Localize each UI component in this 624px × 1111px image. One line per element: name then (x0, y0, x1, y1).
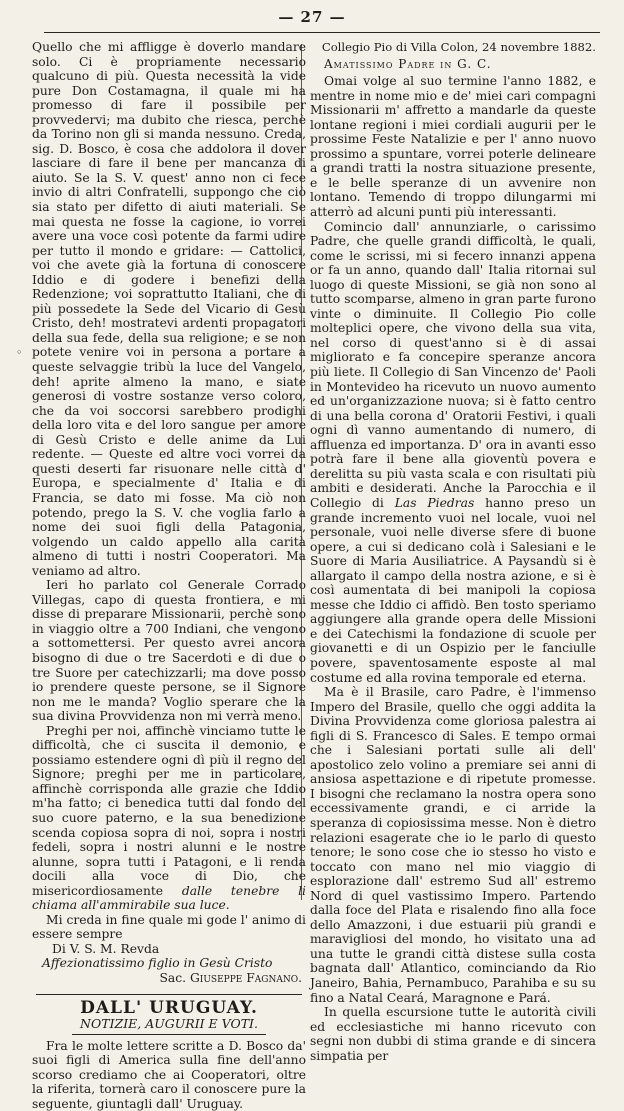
right-paragraph-4: In quella escursione tutte le autorità civili ed ecclesiastiche mi hanno ricevuto con segni non dubbi di stima grande e di sincera simpatia per (310, 1005, 596, 1063)
subtitle-rule (72, 1034, 266, 1035)
signoff: Di V. S. M. Revda (52, 941, 160, 956)
letter-closing: Mi creda in fine quale mi gode l' animo di essere sempre (32, 912, 306, 942)
dateline: Collegio Pio di Villa Colon, 24 novembre 1882. (321, 40, 596, 54)
letter-paragraph-1: Quello che mi affligge è doverlo mandare solo. Ci è propriamente necessario qualcuno di più. Questa necessità la vide pure Don Costamagna, il quale mi ha promesso di fare il possibile per provvedervi; ma dubito che riesca, perchè da Torino non gli si manda nessuno. Creda, sig. D. Bosco, è cosa che addolora il dover lasciare di fare il bene per mancanza di aiuto. Se la S. V. quest' anno non ci fece invio di altri Confratelli, suppongo che ciò sia stato per difetto di aiuti materiali. Se mai questa ne fosse la cagione, io vorrei avere una voce così potente da farmi udire per tutto il mondo e gridare: — Cattolici, voi che avete già la fortuna di conoscere Iddio e di godere i benefizi della Redenzione; voi soprattutto Italiani, che di più possedete la Sede del Vicario di Gesù Cristo, deh! mostratevi ardenti propagatori della sua fede, della sua religione; e se non potete venire voi in persona a portare a queste selvaggie tribù la luce del Vangelo, deh! aprite almeno la mano, e siate generosi di vostre sostanze verso coloro, che da voi soccorsi sarebbero prodighi della loro vita e del loro sangue per amore di Gesù Cristo e delle anime da Lui redente. — Queste ed altre voci vorrei da questi deserti far risuonare nelle città d' Europa, e specialmente d' Italia e di Francia, se dato mi fosse. Ma ciò non potendo, prego la S. V. che voglia farlo a nome dei suoi figli della Patagonia, volgendo un caldo appello alla carità almeno di tutti i nostri Cooperatori. Ma veniamo ad altro. (32, 40, 306, 578)
place-name: Las Piedras (394, 495, 475, 510)
signature-author: Giuseppe Fagnano. (189, 971, 302, 985)
right-column (310, 40, 596, 1063)
page-number: — 27 — (278, 8, 346, 26)
margin-mark: ◦ (16, 346, 23, 359)
letter-paragraph-3 (32, 724, 306, 913)
signature-prefix: Sac. (159, 971, 187, 985)
section-title: DALL' URUGUAY. (80, 997, 258, 1018)
section-rule (36, 994, 302, 995)
signature-line: Affezionatissimo figlio in Gesù Cristo (42, 956, 273, 971)
right-paragraph-2 (310, 220, 596, 686)
closing-italic: dalle tenebre li chiama all'ammirabile sua luce. (32, 883, 306, 913)
letter-paragraph-2: Ieri ho parlato col Generale Corrado Villegas, capo di questa frontiera, e mi disse di preparare Missionarii, perchè sono in viaggio oltre a 700 Indiani, che vengono a sottomettersi. Per questo avrei ancora bisogno di due o tre Sacerdoti e di due o tre Suore per catechizzarli; ma dove posso io prendere queste persone, se il Signore non me le manda? Voglio sperare che la sua divina Provvidenza non mi verrà meno. (32, 578, 306, 724)
left-column (32, 40, 306, 1111)
signature-name (32, 971, 306, 986)
paragraph-2-end: hanno preso un grande incremento vuoi nel locale, vuoi nel personale, vuoi nelle diverse sfere di buone opere, a cui si dedicano colà i Salesiani e le Suore di Maria Ausiliatrice. A Paysandù si è allargato il campo della nostra azione, e si è così aumentata di bei manipoli la copiosa messe che Iddio ci affidò. Ben tosto speriamo aggiungere alla grande opera delle Missioni e dei Catechismi la fondazione di scuole per giovanetti e di un Ospizio per le fanciulle povere, spaventosamente esposte al mal costume ed alla rovina temporale ed eterna. (310, 495, 596, 685)
salutation: Amatissimo Padre in G. C. (324, 56, 492, 71)
section-subtitle: NOTIZIE, AUGURII E VOTI. (80, 1016, 258, 1032)
section-intro: Fra le molte lettere scritte a D. Bosco da' suoi figli di America sulla fine dell'anno scorso crediamo che ai Cooperatori, oltre la riferita, tornerà caro il conoscere pure la seguente, giuntagli dall' Uruguay. (32, 1038, 306, 1111)
right-paragraph-1: Omai volge al suo termine l'anno 1882, e mentre in nome mio e de' miei cari compagni Missionarii m' affretto a mandarle da queste lontane regioni i miei cordiali augurii per le prossime Feste Natalizie e per l' anno nuovo prossimo a spuntare, vorrei poterle delineare a grandi tratti la nostra situazione presente, e le belle speranze di un avvenire non lontano. Temendo di troppo dilungarmi mi atterrò ad alcuni punti più interessanti. (310, 74, 596, 220)
right-paragraph-3: Ma è il Brasile, caro Padre, è l'immenso Impero del Brasile, quello che oggi addita la Divina Provvidenza come gloriosa palestra ai figli di S. Francesco di Sales. E tempo ormai che i Salesiani portati sulle ali dell' apostolico zelo volino a premiare sei anni di ansiosa aspettazione e di ripetute promesse. I bisogni che reclamano la nostra opera sono eccessivamente grandi, e ci arride la speranza di copiosissima messe. Non è dietro relazioni esagerate che io le parlo di questo tenore; le sono cose che io stesso ho visto e toccato con mano nel mio viaggio di esplorazione dall' estremo Sud all' estremo Nord di quel vastissimo Impero. Partendo dalla foce del Plata e risalendo fino alla foce dello Amazzoni, i due estuarii più grandi e maravigliosi del mondo, ho visitato una ad una tutte le grandi città distese sulla costa bagnata dall' Atlantico, cominciando da Rio Janeiro, Bahia, Pernambuco, Parahiba e su su fino a Natal Ceará, Maragnone e Pará. (310, 685, 596, 1005)
paragraph-3-text: Preghi per noi, affinchè vinciamo tutte le difficoltà, che ci suscita il demonio, e possiamo estendere ogni dì più il regno del Signore; preghi per me in particolare, affinchè corrisponda alle grazie che Iddio m'ha fatto; ci benedica tutti dal fondo del suo cuore paterno, e la sua benedizione scenda copiosa sopra di noi, sopra i nostri fedeli, sopra i nostri alunni e le nostre alunne, sopra tutti i Patagoni, e li renda docili alla voce di Dio, che misericordiosamente (32, 723, 306, 898)
top-rule (44, 32, 600, 33)
paragraph-2-start: Comincio dall' annunziarle, o carissimo Padre, che quelle grandi difficoltà, le quali, come le scrissi, mi si fecero innanzi appena or fa un anno, quando dall' Italia ritornai sul luogo di queste Missioni, se già non sono al tutto scomparse, almeno in gran parte furono vinte o diminuite. Il Collegio Pio colle molteplici opere, che vivono della sua vita, nel corso di quest'anno si è di assai migliorato e fa concepire speranze ancora più liete. Il Collegio di San Vincenzo de' Paoli in Montevideo ha ricevuto un nuovo aumento ed un'organizzazione nuova; si è fatto centro di una bella corona d' Oratorii Festivi, i quali ogni dì vanno aumentando di numero, di affluenza ed importanza. D' ora in avanti esso potrà fare il bene alla gioventù povera e derelitta su più vasta scala e con risultati più ambiti e desiderati. Anche la Parocchia e il Collegio di (310, 219, 596, 510)
